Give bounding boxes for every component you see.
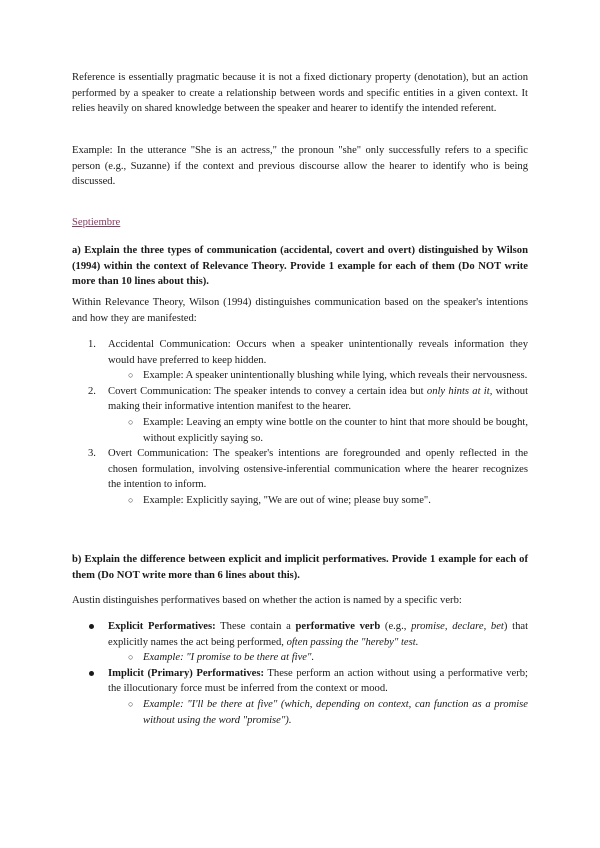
- item-text: These perform an action without using a performative verb; the illocutionary force must be inferred from the context or mood.: [108, 667, 528, 695]
- item-text: ) that explicitly names the act being performed,: [108, 621, 529, 648]
- sub-item-text: Example: "I'll be there at five" (which, depending on context, can function as a promise without using the word "promise").: [143, 698, 528, 726]
- list-number: 3.: [88, 448, 96, 460]
- item-text: These contain a: [215, 621, 296, 632]
- list-item-text: Overt Communication: The speaker's intentions are foregrounded and openly reflected in the chosen formulation, involving ostensive-inferential communication where the hearer recognizes the intention to inform.: [108, 448, 528, 491]
- sub-item-text: Example: Explicitly saying, "We are out of wine; please buy some".: [143, 494, 431, 506]
- bullet-item-implicit: [72, 666, 528, 697]
- sub-item-accidental-example: [72, 368, 528, 384]
- list-item-text-cont: without making their informative intention manifest to the hearer.: [108, 385, 529, 413]
- list-number: 2.: [88, 385, 96, 397]
- communication-types-list: [72, 337, 528, 509]
- bullet-icon: [89, 624, 94, 629]
- hollow-circle-bullet-icon: ○: [128, 494, 134, 505]
- list-item-overt: [72, 446, 528, 493]
- question-a-lead: Within Relevance Theory, Wilson (1994) distinguishes communication based on the speaker's intentions and how they are manifested:: [72, 297, 528, 324]
- section-link-container: [72, 215, 528, 231]
- list-number: 1.: [88, 339, 96, 350]
- item-emphasis: often passing the "hereby" test.: [286, 636, 419, 648]
- bullet-icon: [89, 671, 94, 676]
- question-b-lead: Austin distinguishes performatives based on whether the action is named by a specific verb:: [72, 595, 462, 606]
- sub-item-covert-example: [72, 415, 528, 446]
- hollow-circle-bullet-icon: ○: [128, 698, 134, 709]
- question-a-heading: a) Explain the three types of communication (accidental, covert and overt) distinguished by Wilson (1994) within the context of Relevance Theory. Provide 1 example for each of them (Do NOT write more than 10 lines about this).: [72, 245, 528, 288]
- item-text: (e.g.,: [380, 621, 412, 632]
- sub-item-explicit-example: [72, 650, 528, 666]
- sub-item-text: Example: Leaving an empty wine bottle on the counter to hint that more should be bought, without explicitly saying so.: [143, 416, 528, 444]
- list-item-covert: [72, 384, 528, 415]
- sub-item-text: Example: "I promise to be there at five".: [143, 652, 315, 664]
- question-b-heading: b) Explain the difference between explicit and implicit performatives. Provide 1 example for each of them (Do NOT write more than 6 lines about this).: [72, 554, 528, 581]
- performatives-list: [72, 619, 528, 728]
- sub-item-overt-example: [72, 493, 528, 509]
- list-item-accidental: [72, 337, 528, 368]
- hollow-circle-bullet-icon: ○: [128, 416, 134, 427]
- sub-item-implicit-example: [72, 697, 528, 728]
- list-item-emphasis: only hints at it,: [426, 385, 493, 397]
- item-label: Explicit Performatives:: [108, 621, 216, 632]
- intro-paragraph: Reference is essentially pragmatic because it is not a fixed dictionary property (denotation), but an action performed by a speaker to create a relationship between words and specific entities in a given context. It relies heavily on shared knowledge between the speaker and hearer to identify the intended referent.: [72, 72, 528, 115]
- item-bold-term: performative verb: [295, 621, 381, 632]
- item-verbs: promise, declare, bet: [411, 621, 504, 632]
- hollow-circle-bullet-icon: ○: [128, 370, 134, 381]
- list-item-text: Accidental Communication: Occurs when a speaker unintentionally reveals information they would have preferred to keep hidden.: [108, 339, 528, 366]
- item-label: Implicit (Primary) Performatives:: [108, 667, 265, 679]
- hollow-circle-bullet-icon: ○: [128, 652, 134, 663]
- intro-example-paragraph: Example: In the utterance "She is an actress," the pronoun "she" only successfully refers to a specific person (e.g., Suzanne) if the context and previous discourse allow the hearer to identify who is being discussed.: [72, 145, 528, 188]
- bullet-item-explicit: [72, 619, 528, 650]
- list-item-text: Covert Communication: The speaker intends to convey a certain idea but: [108, 385, 427, 397]
- septiembre-link[interactable]: Septiembre: [72, 217, 121, 228]
- sub-item-text: Example: A speaker unintentionally blushing while lying, which reveals their nervousness.: [143, 370, 528, 382]
